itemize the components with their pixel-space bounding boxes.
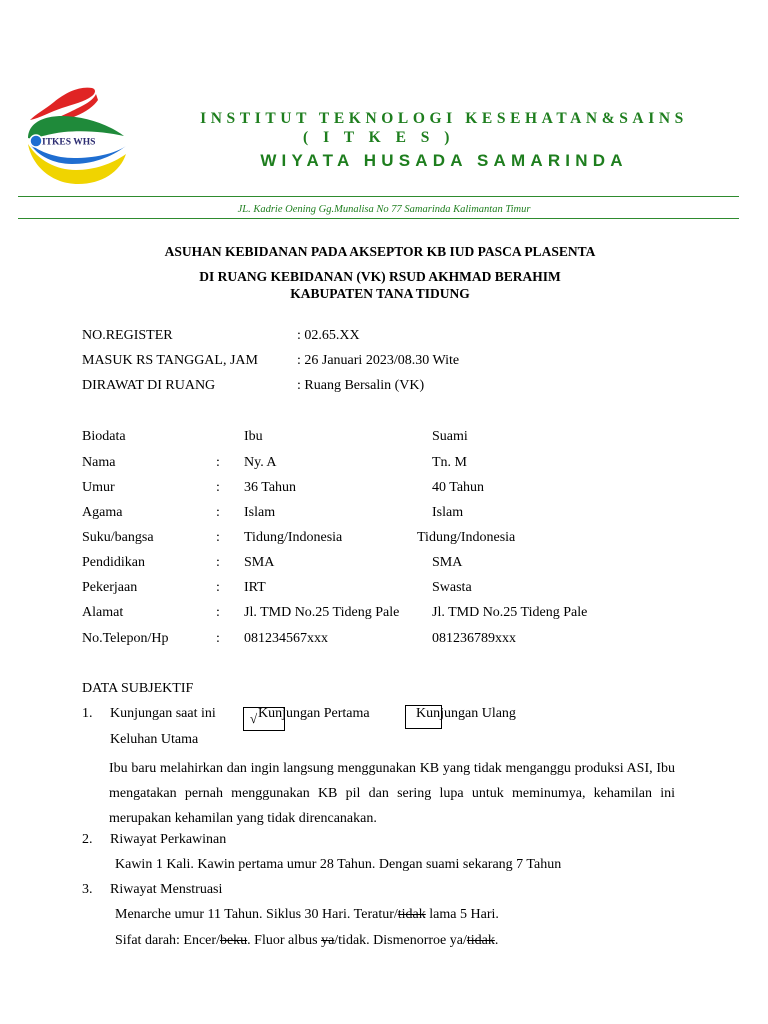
ward-label: DIRAWAT DI RUANG	[82, 378, 216, 393]
item-number: 3.	[82, 882, 93, 897]
biodata-suami-value: Tn. M	[432, 455, 467, 470]
biodata-ibu-value: 081234567xxx	[244, 631, 328, 646]
biodata-colon: :	[216, 505, 220, 520]
riwayat-menstruasi-label: Riwayat Menstruasi	[110, 882, 223, 897]
riwayat-perkawinan-label: Riwayat Perkawinan	[110, 832, 227, 847]
biodata-colon: :	[216, 605, 220, 620]
riwayat-perkawinan-text: Kawin 1 Kali. Kawin pertama umur 28 Tahun. Dengan suami sekarang 7 Tahun	[115, 857, 562, 872]
ward-value: : Ruang Bersalin (VK)	[297, 378, 425, 393]
check-mark-icon: √	[250, 711, 258, 726]
biodata-colon: :	[216, 455, 220, 470]
biodata-suami-value: 40 Tahun	[432, 480, 485, 495]
biodata-colon: :	[216, 530, 220, 545]
institute-abbrev: ( I T K E S )	[303, 129, 455, 146]
biodata-ibu-value: 36 Tahun	[244, 480, 297, 495]
option-kunjungan-ulang: Kunjungan Ulang	[416, 706, 516, 721]
biodata-suami-value: SMA	[432, 555, 463, 570]
biodata-ibu-value: Tidung/Indonesia	[244, 530, 343, 545]
biodata-colon: :	[216, 555, 220, 570]
admission-value: : 26 Januari 2023/08.30 Wite	[297, 353, 460, 368]
biodata-ibu-value: Ny. A	[244, 455, 277, 470]
biodata-row-label: Agama	[82, 505, 123, 520]
institute-name-line2: WIYATA HUSADA SAMARINDA	[260, 151, 628, 170]
biodata-row-label: Suku/bangsa	[82, 530, 154, 545]
biodata-ibu-value: Islam	[244, 505, 276, 520]
document-title-line1: ASUHAN KEBIDANAN PADA AKSEPTOR KB IUD PASCA PLASENTA	[164, 244, 596, 259]
struck-option: tidak	[466, 933, 495, 948]
register-label: NO.REGISTER	[82, 328, 173, 343]
biodata-row-label: Nama	[82, 455, 116, 470]
header-rule-top	[18, 196, 739, 197]
biodata-suami-value: Swasta	[432, 580, 472, 595]
biodata-ibu-value: SMA	[244, 555, 275, 570]
biodata-suami-value: Tidung/Indonesia	[417, 530, 516, 545]
menstruasi-text: lama 5 Hari.	[425, 907, 499, 922]
biodata-colon: :	[216, 631, 220, 646]
logo-lettering: ITKES WHS	[42, 137, 96, 148]
biodata-suami-heading: Suami	[432, 429, 468, 444]
institute-name-line1: INSTITUT TEKNOLOGI KESEHATAN&SAINS	[200, 110, 688, 127]
biodata-ibu-value: Jl. TMD No.25 Tideng Pale	[244, 605, 400, 620]
menstruasi-text: /tidak. Dismenorroe ya/	[334, 933, 467, 948]
biodata-suami-value: Islam	[432, 505, 464, 520]
menstruasi-text: .	[494, 933, 499, 948]
biodata-ibu-value: IRT	[244, 580, 266, 595]
biodata-row-label: Pendidikan	[82, 555, 145, 570]
kunjungan-label: Kunjungan saat ini	[110, 706, 216, 721]
register-value: : 02.65.XX	[297, 328, 360, 343]
institute-address: JL. Kadrie Oening Gg.Munalisa No 77 Samarinda Kalimantan Timur	[237, 204, 531, 215]
item-number: 1.	[82, 706, 93, 721]
admission-label: MASUK RS TANGGAL, JAM	[82, 353, 258, 368]
biodata-ibu-heading: Ibu	[244, 429, 263, 444]
biodata-row-label: Pekerjaan	[82, 580, 138, 595]
item-number: 2.	[82, 832, 93, 847]
menstruasi-text: Menarche umur 11 Tahun. Siklus 30 Hari. Teratur/	[115, 907, 398, 922]
biodata-colon: :	[216, 580, 220, 595]
menstruasi-line1	[115, 906, 499, 924]
document-title-line2: DI RUANG KEBIDANAN (VK) RSUD AKHMAD BERAHIM	[199, 269, 561, 284]
document-title-line3: KABUPATEN TANA TIDUNG	[290, 286, 470, 301]
struck-option: beku	[219, 933, 248, 948]
option-kunjungan-pertama: Kunjungan Pertama	[258, 706, 370, 721]
biodata-suami-value: 081236789xxx	[432, 631, 516, 646]
header-rule-bottom	[18, 218, 739, 219]
data-subjektif-heading: DATA SUBJEKTIF	[82, 681, 194, 696]
biodata-row-label: No.Telepon/Hp	[82, 631, 169, 646]
biodata-heading: Biodata	[82, 429, 126, 444]
menstruasi-line2	[115, 932, 498, 950]
biodata-row-label: Umur	[82, 480, 115, 495]
biodata-colon: :	[216, 480, 220, 495]
itkes-logo	[22, 84, 134, 192]
menstruasi-text: Sifat darah: Encer/	[115, 933, 220, 948]
struck-option: ya	[321, 933, 335, 948]
keluhan-utama-label: Keluhan Utama	[110, 732, 199, 747]
biodata-row-label: Alamat	[82, 605, 124, 620]
struck-option: tidak	[397, 907, 426, 922]
biodata-suami-value: Jl. TMD No.25 Tideng Pale	[432, 605, 588, 620]
menstruasi-text: . Fluor albus	[247, 933, 322, 948]
keluhan-utama-text: Ibu baru melahirkan dan ingin langsung menggunakan KB yang tidak menganggu produksi ASI, Ibu mengatakan pernah menggunakan KB pil dan sering lupa untuk meminumya, kehamilan ini merupakan kehamilan yang tidak direncanakan.	[109, 761, 675, 827]
